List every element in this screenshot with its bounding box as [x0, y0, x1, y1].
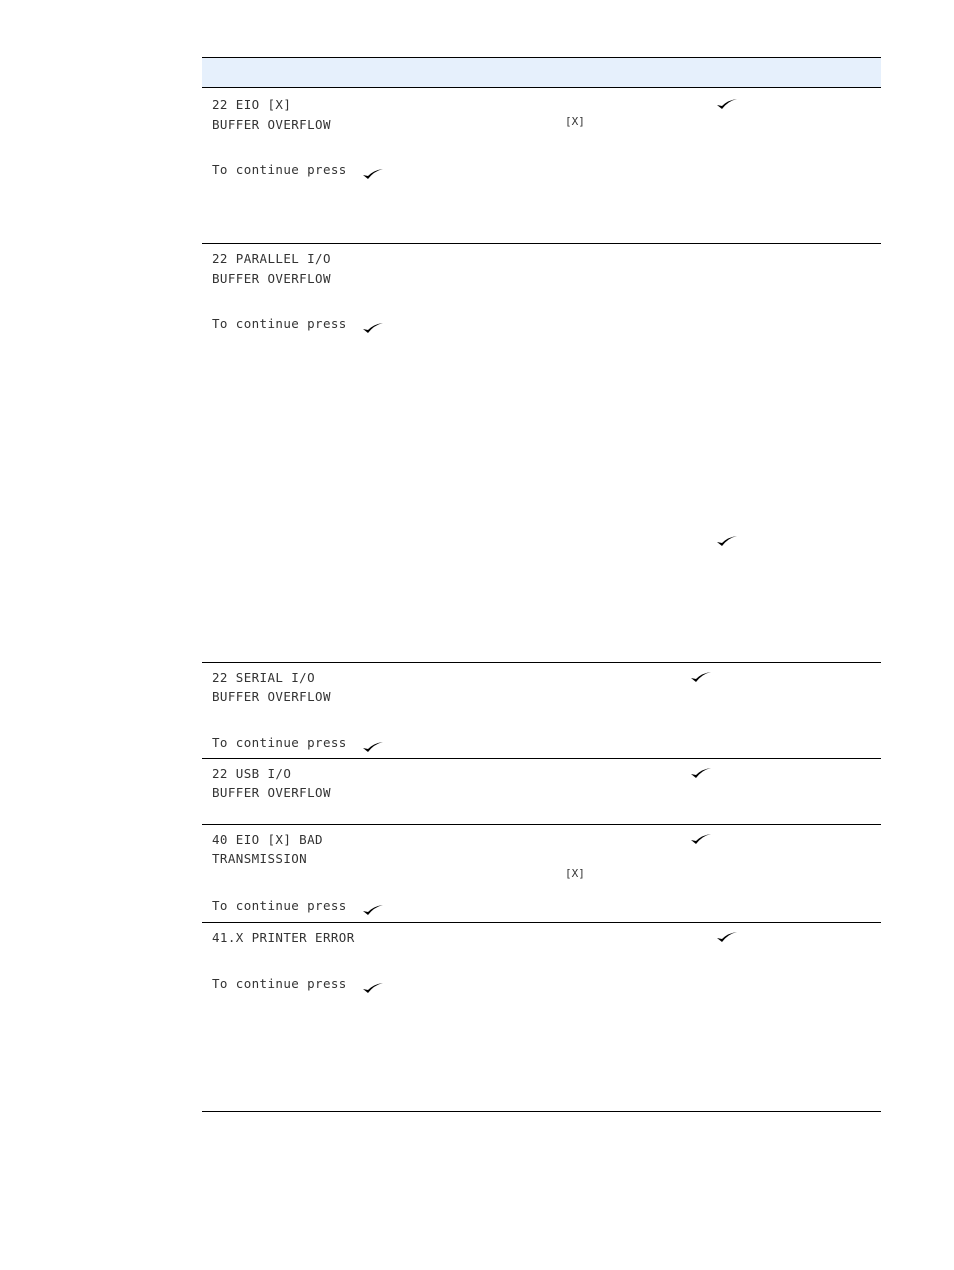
checkmark-icon — [716, 98, 738, 110]
message-line-1: 40 EIO [X] BAD — [212, 832, 323, 847]
message-line-1: 41.X PRINTER ERROR — [212, 930, 355, 945]
continue-prompt: To continue press — [212, 735, 347, 750]
row-separator — [202, 243, 881, 244]
message-line-1: 22 PARALLEL I/O — [212, 251, 331, 266]
row-separator — [202, 758, 881, 759]
continue-prompt: To continue press — [212, 316, 347, 331]
checkmark-icon — [362, 319, 384, 331]
message-line-2: BUFFER OVERFLOW — [212, 785, 331, 800]
continue-prompt: To continue press — [212, 976, 347, 991]
row-separator — [202, 824, 881, 825]
row-separator — [202, 922, 881, 923]
message-line-1: 22 EIO [X] — [212, 97, 292, 112]
message-line-2: TRANSMISSION — [212, 851, 308, 866]
placeholder-token: [X] — [565, 115, 585, 128]
checkmark-icon — [716, 931, 738, 943]
checkmark-icon — [362, 738, 384, 750]
checkmark-icon — [362, 901, 384, 913]
table-bottom-rule — [202, 1111, 881, 1112]
checkmark-icon — [362, 165, 384, 177]
checkmark-icon — [716, 535, 738, 547]
row-separator — [202, 662, 881, 663]
checkmark-icon — [362, 979, 384, 991]
checkmark-icon — [690, 833, 712, 845]
message-line-2: BUFFER OVERFLOW — [212, 689, 331, 704]
message-line-1: 22 SERIAL I/O — [212, 670, 316, 685]
message-line-2: BUFFER OVERFLOW — [212, 117, 331, 132]
checkmark-icon — [690, 671, 712, 683]
placeholder-token: [X] — [565, 867, 585, 880]
table-header — [202, 57, 881, 88]
continue-prompt: To continue press — [212, 898, 347, 913]
checkmark-icon — [690, 767, 712, 779]
message-line-1: 22 USB I/O — [212, 766, 292, 781]
continue-prompt: To continue press — [212, 162, 347, 177]
message-line-2: BUFFER OVERFLOW — [212, 271, 331, 286]
